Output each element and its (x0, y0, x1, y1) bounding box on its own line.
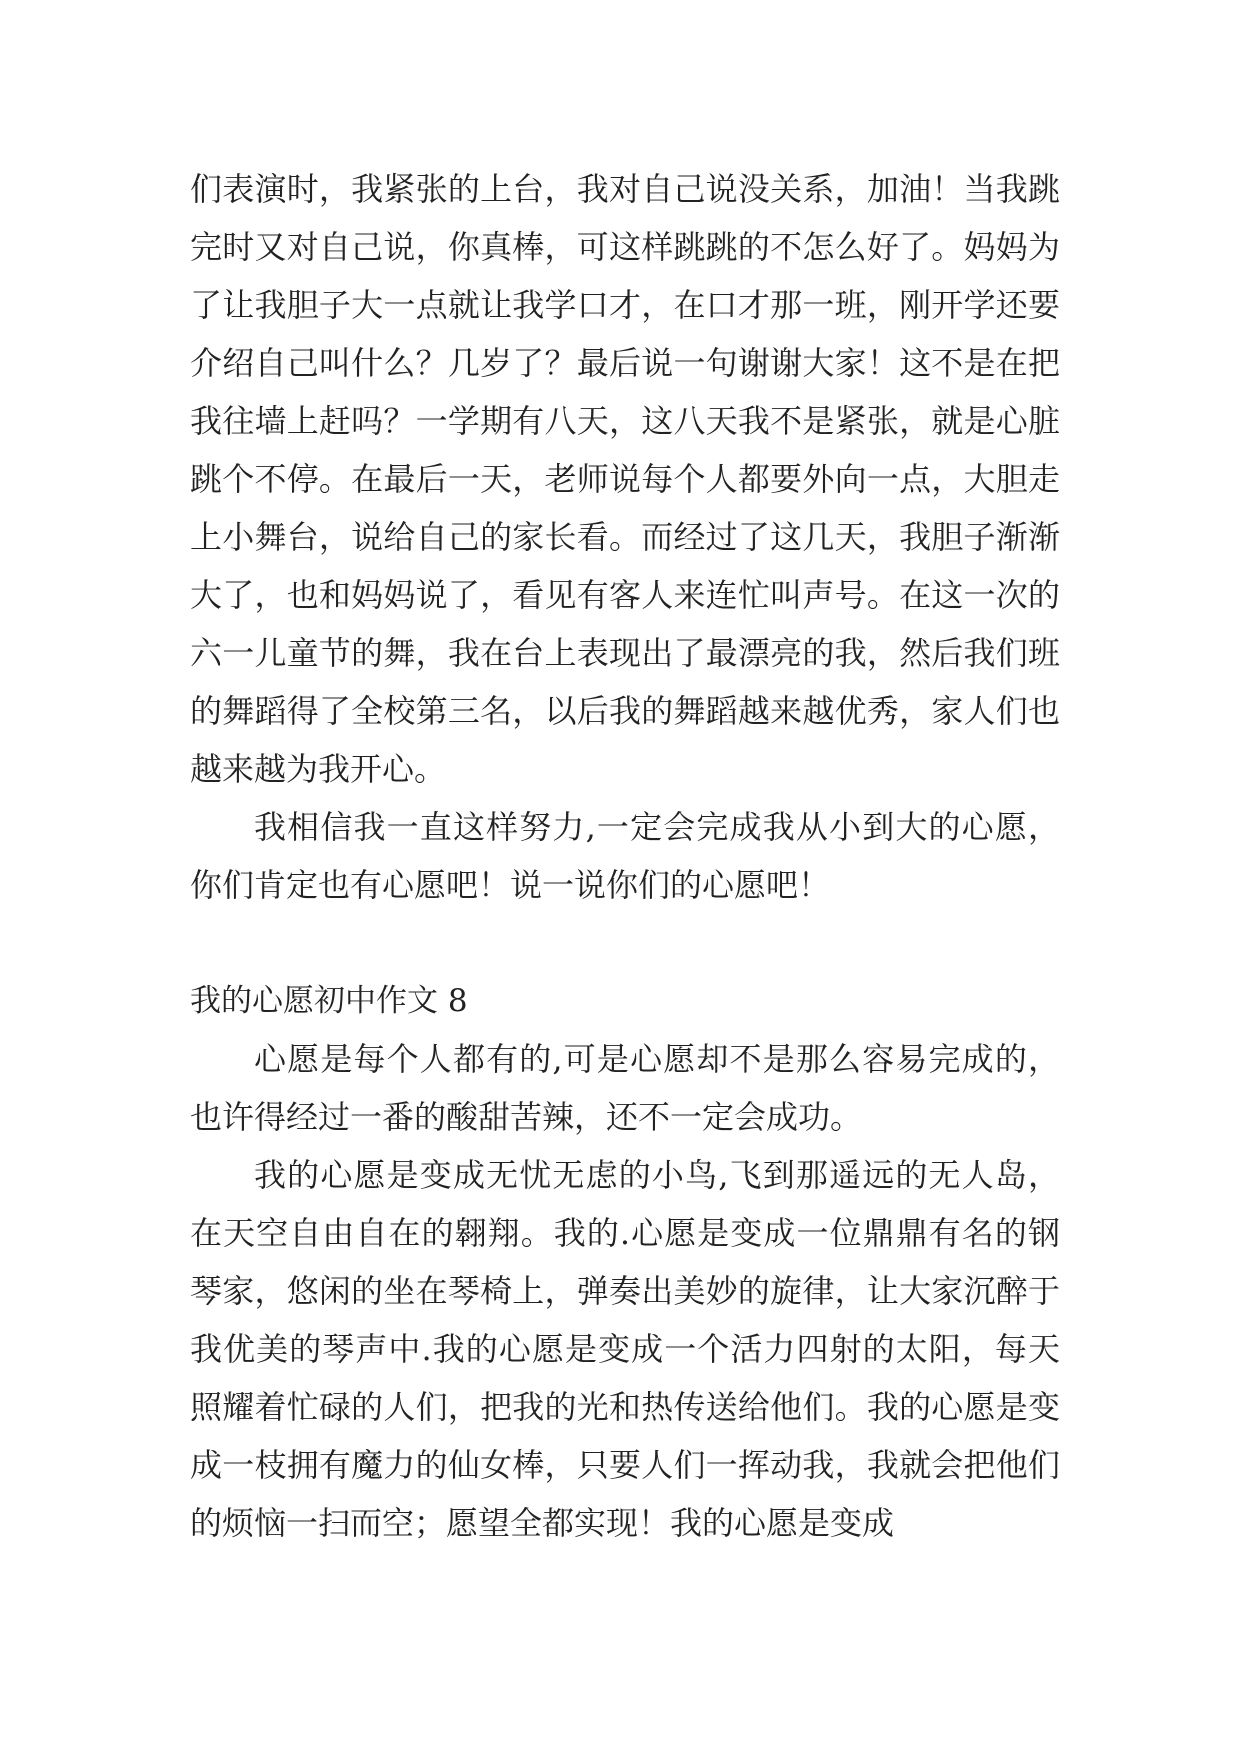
section-paragraph-1: 心愿是每个人都有的,可是心愿却不是那么容易完成的，也许得经过一番的酸甜苦辣，还不一定会成功。 (190, 1040, 1060, 1136)
closing-paragraph: 我相信我一直这样努力,一定会完成我从小到大的心愿，你们肯定也有心愿吧！说一说你们的心愿吧！ (190, 808, 1060, 904)
section-title: 我的心愿初中作文 8 (190, 983, 468, 1019)
document-body (190, 160, 1060, 1552)
section-paragraph-2: 我的心愿是变成无忧无虑的小鸟,飞到那遥远的无人岛，在天空自由自在的翱翔。我的.心愿是变成一位鼎鼎有名的钢琴家，悠闲的坐在琴椅上，弹奏出美妙的旋律，让大家沉醉于我优美的琴声中.我的心愿是变成一个活力四射的太阳，每天照耀着忙碌的人们，把我的光和热传送给他们。我的心愿是变成一枝拥有魔力的仙女棒，只要人们一挥动我，我就会把他们的烦恼一扫而空；愿望全都实现！我的心愿是变成 (190, 1156, 1060, 1542)
continued-paragraph: 们表演时，我紧张的上台，我对自己说没关系，加油！当我跳完时又对自己说，你真棒，可这样跳跳的不怎么好了。妈妈为了让我胆子大一点就让我学口才，在口才那一班，刚开学还要介绍自己叫什么？几岁了？最后说一句谢谢大家！这不是在把我往墙上赶吗？一学期有八天，这八天我不是紧张，就是心脏跳个不停。在最后一天，老师说每个人都要外向一点，大胆走上小舞台，说给自己的家长看。而经过了这几天，我胆子渐渐大了，也和妈妈说了，看见有客人来连忙叫声号。在这一次的六一儿童节的舞，我在台上表现出了最漂亮的我，然后我们班的舞蹈得了全校第三名，以后我的舞蹈越来越优秀，家人们也越来越为我开心。 (190, 170, 1060, 788)
